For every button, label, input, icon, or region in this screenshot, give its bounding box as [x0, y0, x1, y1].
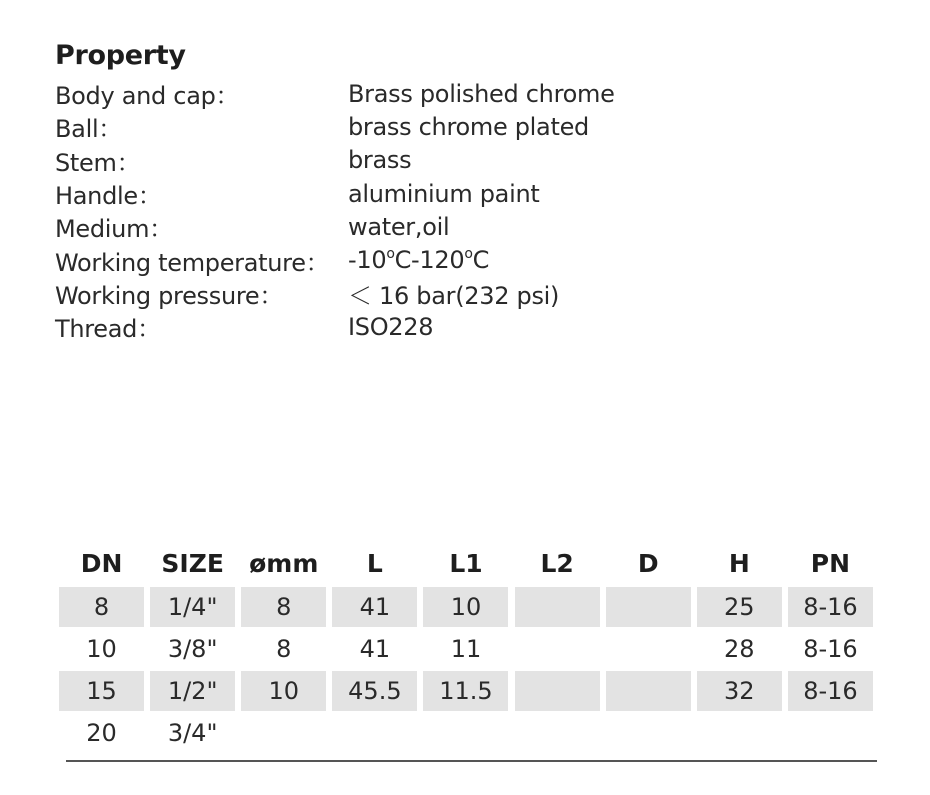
- property-label: Handle：: [55, 182, 162, 211]
- column-header-diameter-mm: ømm: [249, 548, 319, 578]
- column-header-l2: L2: [540, 548, 574, 578]
- property-value: water,oil: [348, 212, 450, 241]
- table-cell: 8-16: [803, 635, 858, 663]
- table-cell: 45.5: [332, 671, 417, 711]
- property-value: [348, 246, 489, 274]
- table-cell: 8: [276, 635, 292, 663]
- property-row-medium: [55, 210, 675, 243]
- property-label: Body and cap：: [55, 82, 240, 111]
- property-row-handle: [55, 177, 675, 210]
- property-value: Brass polished chrome: [348, 79, 615, 108]
- table-cell: 8: [59, 587, 144, 627]
- table-cell: 15: [59, 671, 144, 711]
- property-label: Thread：: [55, 315, 161, 344]
- column-header-d: D: [637, 548, 659, 578]
- table-cell: [515, 587, 600, 627]
- table-cell: 28: [724, 635, 755, 663]
- property-row-thread: [55, 310, 675, 343]
- property-row-working-temperature: [55, 243, 675, 276]
- property-heading: Property: [55, 40, 186, 71]
- property-value: brass chrome plated: [348, 112, 589, 141]
- table-cell: 11: [450, 635, 482, 663]
- table-cell: 1/4": [150, 587, 235, 627]
- table-cell: 25: [697, 587, 782, 627]
- table-cell: [606, 671, 691, 711]
- table-cell: [241, 713, 326, 753]
- table-cell: [606, 629, 691, 669]
- table-cell: 41: [359, 635, 391, 663]
- column-header-pn: PN: [810, 548, 851, 578]
- temperature-unit: C: [472, 246, 490, 275]
- table-cell: [515, 629, 600, 669]
- table-cell: [423, 713, 508, 753]
- property-label: Medium：: [55, 215, 173, 244]
- degree-superscript: o: [464, 246, 473, 263]
- column-header-dn: DN: [80, 548, 123, 578]
- property-row-body-and-cap: [55, 77, 675, 110]
- property-label: Working temperature：: [55, 248, 330, 277]
- table-row: [56, 670, 876, 712]
- property-label: Working pressure：: [55, 281, 284, 310]
- property-row-ball: [55, 110, 675, 143]
- table-row: [56, 712, 876, 754]
- table-cell: 8-16: [788, 587, 873, 627]
- table-cell: [697, 713, 782, 753]
- property-value: brass: [348, 146, 412, 175]
- property-label: Stem：: [55, 148, 141, 177]
- table-row: [56, 628, 876, 670]
- temperature-range-text: C-120: [394, 246, 465, 275]
- table-cell: 3/8": [167, 635, 218, 663]
- table-bottom-rule: [66, 760, 877, 762]
- table-cell: 1/2": [150, 671, 235, 711]
- table-cell: 20: [86, 719, 117, 747]
- property-value: ISO228: [348, 312, 434, 341]
- property-row-stem: [55, 144, 675, 177]
- dimensions-table: [56, 540, 876, 754]
- table-cell: 8: [241, 587, 326, 627]
- table-cell: 32: [697, 671, 782, 711]
- table-cell: 11.5: [423, 671, 508, 711]
- table-cell: 10: [423, 587, 508, 627]
- column-header-size: SIZE: [161, 548, 224, 578]
- property-row-working-pressure: [55, 277, 675, 310]
- table-header-row: [56, 540, 876, 586]
- table-cell: [788, 713, 873, 753]
- column-header-l: L: [366, 548, 383, 578]
- column-header-h: H: [728, 548, 750, 578]
- property-value: ＜ 16 bar(232 psi): [348, 281, 560, 310]
- table-row: [56, 586, 876, 628]
- property-list: [55, 77, 675, 343]
- degree-superscript: o: [386, 246, 395, 263]
- table-cell: [515, 713, 600, 753]
- table-cell: 41: [332, 587, 417, 627]
- table-cell: [606, 713, 691, 753]
- table-cell: 10: [241, 671, 326, 711]
- column-header-l1: L1: [449, 548, 483, 578]
- temperature-min: -10: [348, 246, 387, 275]
- table-cell: [606, 587, 691, 627]
- table-cell: 10: [86, 635, 117, 663]
- table-cell: 8-16: [788, 671, 873, 711]
- table-cell: [515, 671, 600, 711]
- table-cell: [332, 713, 417, 753]
- table-cell: 3/4": [167, 719, 218, 747]
- property-value: aluminium paint: [348, 179, 540, 208]
- property-label: Ball：: [55, 115, 123, 144]
